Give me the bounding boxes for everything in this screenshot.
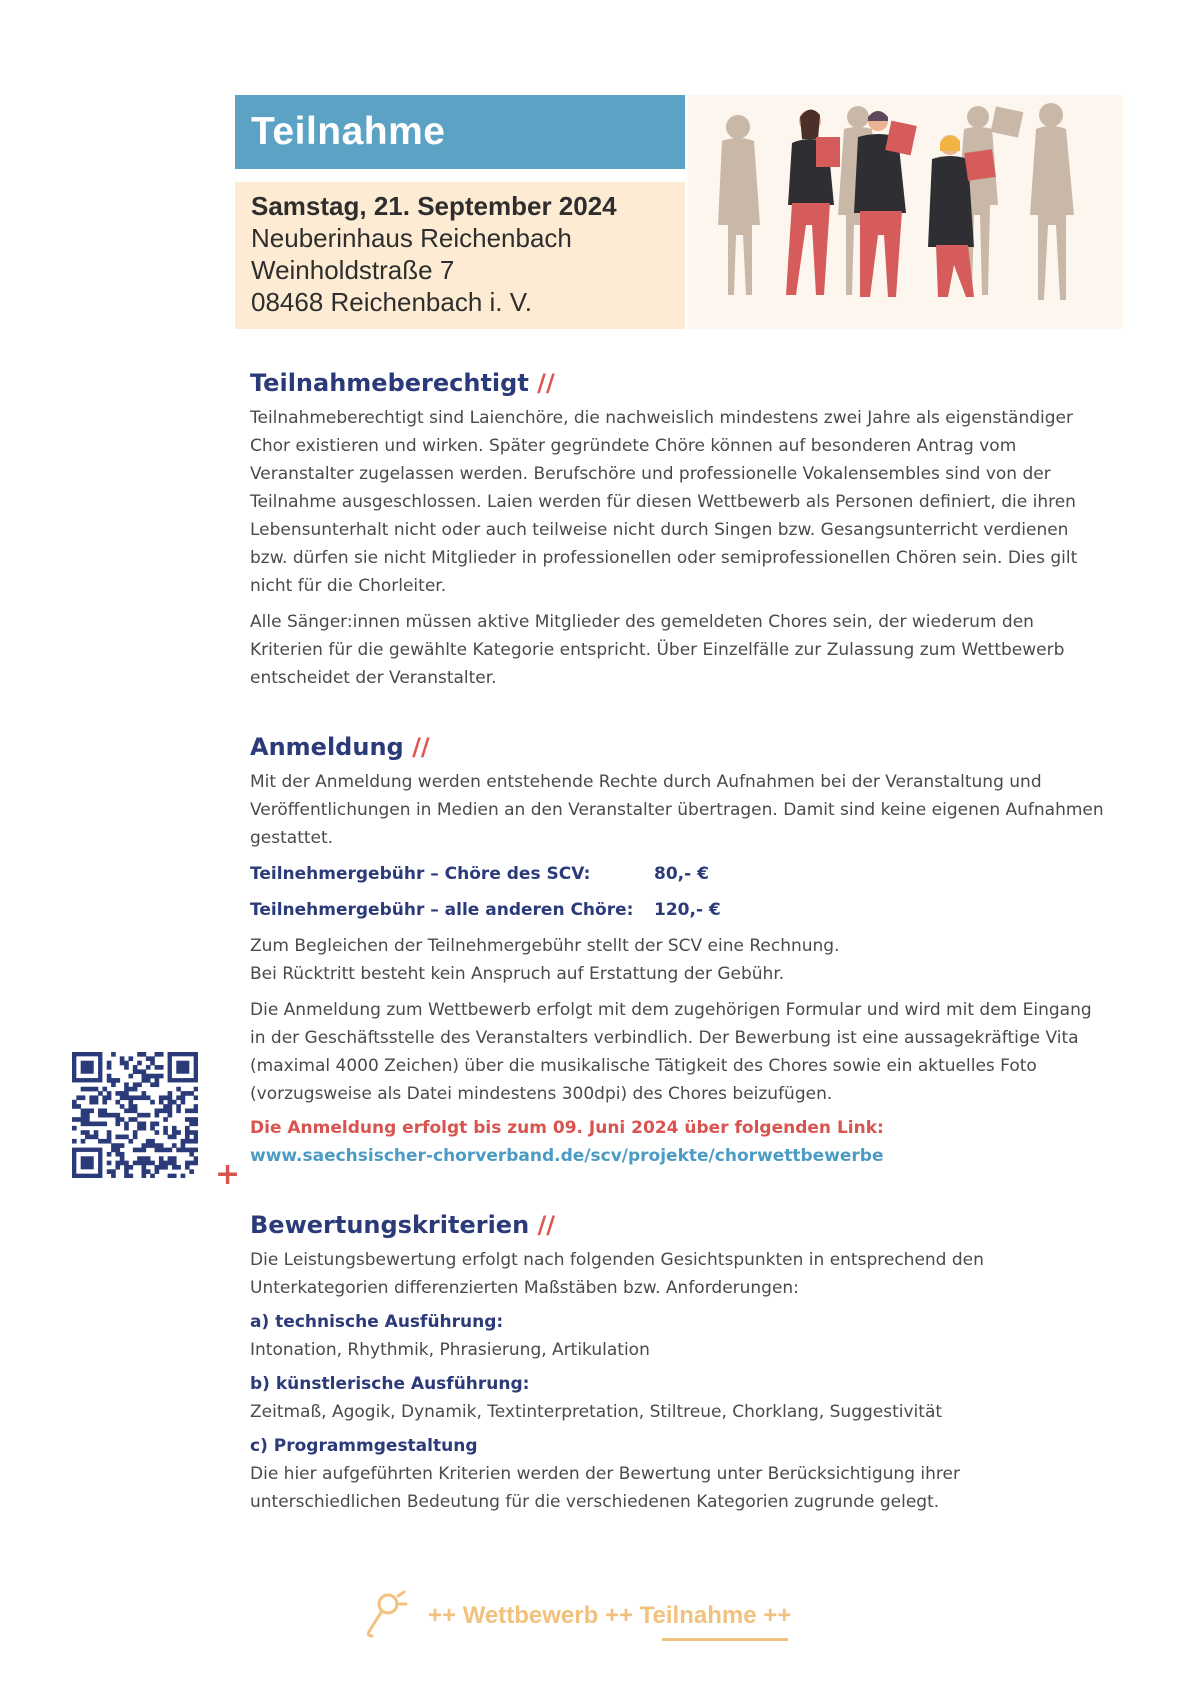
event-date: Samstag, 21. September 2024 bbox=[251, 191, 617, 221]
section-heading-teilnahmeberechtigt bbox=[250, 366, 1105, 400]
footer-underline bbox=[662, 1638, 788, 1641]
criterion-heading: a) technische Ausführung: bbox=[250, 1312, 504, 1332]
footer bbox=[355, 1590, 875, 1650]
event-address-box bbox=[235, 182, 685, 329]
criterion-text: Die hier aufgeführten Kriterien werden der Bewertung unter Berücksichtigung ihrer unterschiedlichen Bedeutung für die verschiedenen Kategorien zugrunde gelegt. bbox=[250, 1464, 960, 1512]
section-heading-bewertungskriterien bbox=[250, 1208, 1105, 1242]
section-anmeldung bbox=[250, 730, 1105, 1170]
paragraph: Teilnahmeberechtigt sind Laienchöre, die nachweislich mindestens zwei Jahre als eigenständiger Chor existieren und wirken. Später gegründete Chöre können auf besonderen Antrag vom Veranstalter zugelassen werden. Berufschöre und professionelle Vokalensembles sind von der Teilnahme ausgeschlossen. Laien werden für diesen Wettbewerb als Personen definiert, die ihren Lebensunterhalt nicht oder auch teilweise nicht durch Singen bzw. Gesangsunterricht verdienen bzw. dürfen sie nicht Mitglieder in professionellen oder semiprofessionellen Chören sein. Dies gilt nicht für die Chorleiter. bbox=[250, 408, 1078, 596]
section-teilnahmeberechtigt bbox=[250, 366, 1105, 692]
criterion-heading: b) künstlerische Ausführung: bbox=[250, 1374, 530, 1394]
choir-singers-illustration bbox=[688, 95, 1123, 329]
paragraph: Die Anmeldung zum Wettbewerb erfolgt mit dem zugehörigen Formular und wird mit dem Eingang in der Geschäftsstelle des Veranstalters verbindlich. Der Bewerbung ist eine aussagekräftige Vita (maximal 4000 Zeichen) über die musikalische Tätigkeit des Chores sowie ein aktuelles Foto (vorzugsweise als Datei mindestens 300dpi) des Chores beizufügen. bbox=[250, 1000, 1092, 1104]
heading-slash: // bbox=[537, 1211, 556, 1239]
event-venue: Neuberinhaus Reichenbach bbox=[251, 223, 572, 253]
registration-link[interactable]: www.saechsischer-chorverband.de/scv/projekte/chorwettbewerbe bbox=[250, 1146, 884, 1166]
main-content bbox=[250, 366, 1105, 1516]
criterion-text: Intonation, Rhythmik, Phrasierung, Artikulation bbox=[250, 1340, 650, 1360]
paragraph: Alle Sänger:innen müssen aktive Mitglieder des gemeldeten Chores sein, der wiederum den Kriterien für die gewählte Kategorie entspricht. Über Einzelfälle zur Zulassung zum Wettbewerb entscheidet der Veranstalter. bbox=[250, 612, 1065, 688]
heading-slash: // bbox=[537, 369, 555, 397]
heading-text: Anmeldung bbox=[250, 733, 404, 761]
title-band bbox=[235, 95, 685, 169]
criterion-heading: c) Programmgestaltung bbox=[250, 1436, 478, 1456]
fee-value: 80,- € bbox=[654, 864, 709, 884]
heading-slash: // bbox=[412, 733, 430, 761]
fee-label: Teilnehmergebühr – alle anderen Chöre: bbox=[250, 900, 634, 920]
paragraph: Mit der Anmeldung werden entstehende Rechte durch Aufnahmen bei der Veranstaltung und Veröffentlichungen in Medien an den Veranstalter übertragen. Damit sind keine eigenen Aufnahmen gestattet. bbox=[250, 772, 1104, 848]
paragraph-line: Zum Begleichen der Teilnehmergebühr stellt der SCV eine Rechnung. bbox=[250, 936, 840, 956]
paragraph: Die Leistungsbewertung erfolgt nach folgenden Gesichtspunkten in entsprechend den Unterkategorien differenzierten Maßstäben bzw. Anforderungen: bbox=[250, 1250, 984, 1298]
page-title: Teilnahme bbox=[251, 110, 446, 153]
event-city: 08468 Reichenbach i. V. bbox=[251, 287, 532, 317]
event-street: Weinholdstraße 7 bbox=[251, 255, 455, 285]
heading-text: Teilnahmeberechtigt bbox=[250, 369, 529, 397]
microphone-icon bbox=[360, 1590, 408, 1640]
fee-value: 120,- € bbox=[654, 900, 721, 920]
criterion-text: Zeitmaß, Agogik, Dynamik, Textinterpretation, Stiltreue, Chorklang, Suggestivität bbox=[250, 1402, 943, 1422]
cross-marker-icon: + bbox=[215, 1157, 241, 1192]
fee-label: Teilnehmergebühr – Chöre des SCV: bbox=[250, 864, 591, 884]
deadline-notice: Die Anmeldung erfolgt bis zum 09. Juni 2024 über folgenden Link: bbox=[250, 1118, 884, 1138]
footer-text: ++ Wettbewerb ++ Teilnahme ++ bbox=[428, 1602, 792, 1629]
qr-code[interactable] bbox=[72, 1052, 198, 1178]
paragraph bbox=[250, 932, 1105, 988]
section-bewertungskriterien bbox=[250, 1208, 1105, 1516]
paragraph-line: Bei Rücktritt besteht kein Anspruch auf Erstattung der Gebühr. bbox=[250, 964, 785, 984]
fee-row-others bbox=[250, 896, 1105, 924]
fee-row-scv bbox=[250, 860, 1105, 888]
heading-text: Bewertungskriterien bbox=[250, 1211, 530, 1239]
section-heading-anmeldung bbox=[250, 730, 1105, 764]
